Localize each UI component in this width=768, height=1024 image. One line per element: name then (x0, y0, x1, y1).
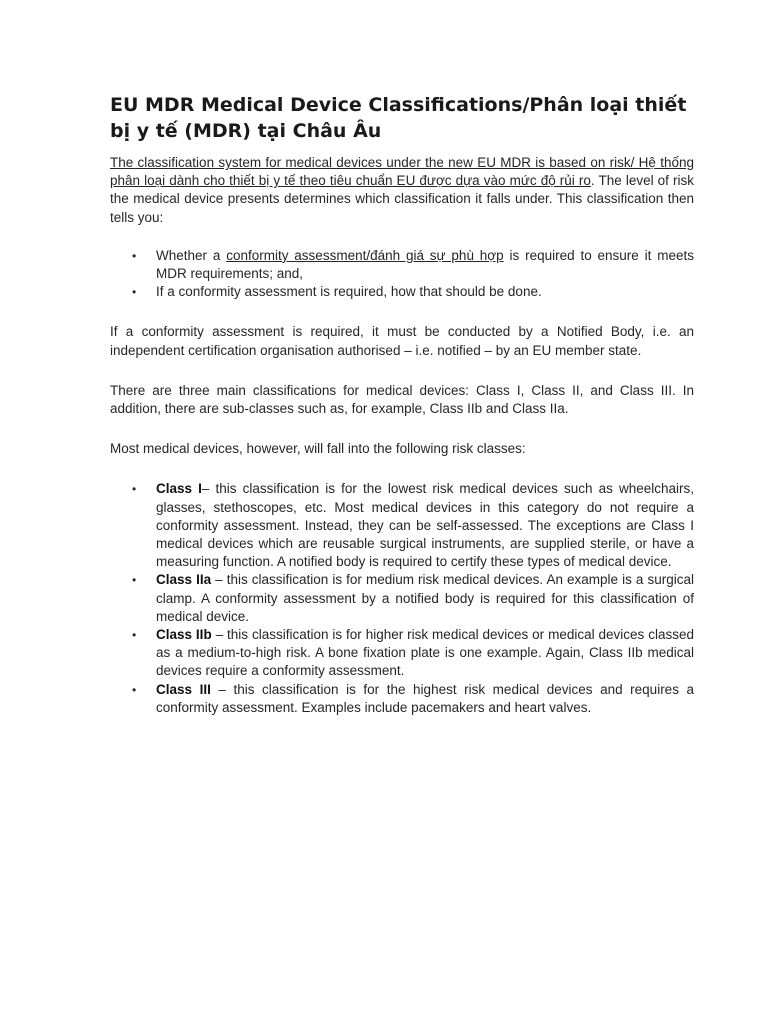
document-page (110, 92, 694, 739)
main-classifications-paragraph: There are three main classifications for medical devices: Class I, Class II, and Class III. In addition, there are sub-classes such as, for example, Class IIb and Class IIa. (110, 382, 694, 417)
class-iii-item (132, 681, 695, 717)
list-item (132, 247, 694, 283)
class-description: – this classification is for the lowest risk medical devices such as wheelchairs, glasses, stethoscopes, etc. Most medical devices in this category do not require a conformity assessment. Instead, they can be self-assessed. The exceptions are Class I medical devices which are reusable surgical instruments, are supplied sterile, or have a measuring function. A notified body is required to certify these types of medical device. (156, 481, 695, 570)
class-description: – this classification is for medium risk medical devices. An example is a surgical clamp. A conformity assessment by a notified body is required for this classification of medical device. (156, 572, 694, 624)
class-iib-item (132, 626, 694, 681)
class-description: – this classification is for higher risk medical devices or medical devices classed as a medium-to-high risk. A bone fixation plate is one example. Again, Class IIb medical devices require a conformity assessment. (156, 627, 694, 679)
class-name: Class III (156, 681, 211, 697)
intro-underlined-text: The classification system for medical devices under the new EU MDR is based on risk/ Hệ thống phân loại dành cho thiết bị y tế theo tiêu chuẩn EU được dựa vào mức độ rủi ro (110, 155, 694, 189)
risk-classes-intro: Most medical devices, however, will fall into the following risk classes: (110, 441, 526, 457)
list-item (132, 283, 694, 301)
bullet-icon: • (132, 628, 137, 643)
risk-class-list (110, 480, 694, 717)
assessment-list (110, 247, 694, 302)
class-name: Class I (156, 481, 202, 497)
class-i-item (132, 480, 695, 571)
list-item-text: Whether a (156, 247, 227, 263)
bullet-icon: • (132, 482, 137, 497)
class-name: Class IIa (156, 572, 212, 588)
intro-paragraph (110, 154, 694, 227)
list-item-text-after: is required to ensure it meets MDR requirements; and, (156, 247, 694, 282)
conformity-assessment-link: conformity assessment/đánh giá sự phù hợp (226, 247, 504, 263)
bullet-icon: • (132, 682, 137, 697)
intro-rest-text: . The level of risk the medical device presents determines which classification it falls under. This classification then tells you: (110, 173, 694, 225)
class-iia-item (132, 571, 694, 626)
class-description: – this classification is for the highest risk medical devices and requires a conformity assessment. Examples include pacemakers and heart valves. (156, 681, 695, 715)
document-title: EU MDR Medical Device Classifications/Phân loại thiết bị y tế (MDR) tại Châu Âu (110, 94, 687, 142)
class-name: Class IIb (156, 627, 212, 643)
bullet-icon: • (132, 573, 137, 588)
bullet-icon: • (132, 285, 137, 300)
list-item-text: If a conformity assessment is required, how that should be done. (156, 284, 542, 300)
notified-body-paragraph: If a conformity assessment is required, it must be conducted by a Notified Body, i.e. an independent certification organisation authorised – i.e. notified – by an EU member state. (110, 324, 694, 358)
bullet-icon: • (132, 248, 137, 263)
